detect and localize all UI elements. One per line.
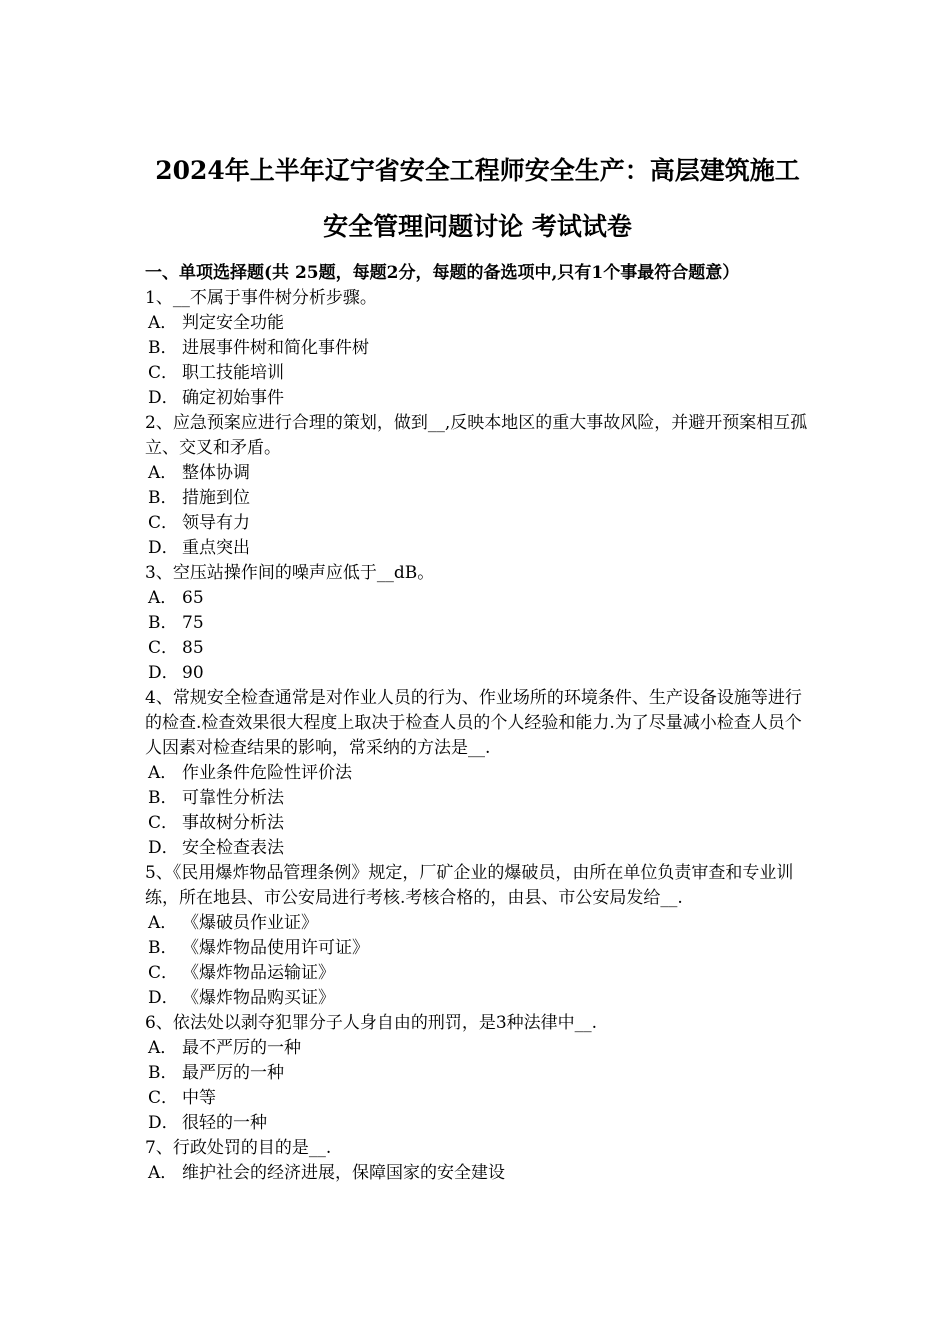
question-item [145, 1011, 810, 1136]
option-letter: D． [148, 838, 179, 858]
option-text: 进展事件树和简化事件树 [182, 338, 369, 358]
answer-option [145, 311, 810, 336]
option-text: 65 [182, 588, 204, 608]
question-item [145, 861, 810, 1011]
answer-option [145, 661, 810, 686]
answer-option [145, 836, 810, 861]
option-text: 最不严厉的一种 [182, 1038, 301, 1058]
option-text: 措施到位 [182, 488, 250, 508]
option-letter: B． [148, 1063, 178, 1083]
option-letter: C． [148, 513, 179, 533]
question-item [145, 561, 810, 686]
question-stem: 7、行政处罚的目的是__. [145, 1138, 332, 1158]
option-text: 很轻的一种 [182, 1113, 267, 1133]
answer-option [145, 586, 810, 611]
option-text: 判定安全功能 [182, 313, 284, 333]
question-list [145, 286, 810, 1186]
answer-option [145, 1161, 810, 1186]
option-letter: B． [148, 338, 178, 358]
answer-option [145, 1111, 810, 1136]
question-stem: 5、《民用爆炸物品管理条例》规定，厂矿企业的爆破员，由所在单位负责审查和专业训练，所在地县、市公安局进行考核.考核合格的，由县、市公安局发给__. [145, 863, 794, 908]
option-letter: C． [148, 1088, 179, 1108]
option-text: 职工技能培训 [182, 363, 284, 383]
answer-option [145, 1086, 810, 1111]
answer-option [145, 386, 810, 411]
answer-option [145, 636, 810, 661]
question-item [145, 411, 810, 561]
question-item [145, 1136, 810, 1186]
option-text: 《爆炸物品运输证》 [182, 963, 335, 983]
option-letter: B． [148, 488, 178, 508]
option-letter: C． [148, 638, 179, 658]
answer-option [145, 811, 810, 836]
question-stem: 2、应急预案应进行合理的策划，做到__,反映本地区的重大事故风险，并避开预案相互孤立、交叉和矛盾。 [145, 413, 808, 458]
option-text: 中等 [182, 1088, 216, 1108]
option-text: 作业条件危险性评价法 [182, 763, 352, 783]
answer-option [145, 511, 810, 536]
option-text: 《爆炸物品使用许可证》 [182, 938, 369, 958]
question-stem: 3、空压站操作间的噪声应低于__dB。 [145, 563, 435, 583]
answer-option [145, 336, 810, 361]
document-title-line-2: 安全管理问题讨论 考试试卷 [323, 212, 632, 241]
option-text: 75 [182, 613, 204, 633]
option-text: 领导有力 [182, 513, 250, 533]
answer-option [145, 611, 810, 636]
option-letter: A． [148, 913, 178, 933]
option-text: 最严厉的一种 [182, 1063, 284, 1083]
option-letter: B． [148, 938, 178, 958]
option-letter: A． [148, 1163, 178, 1183]
answer-option [145, 461, 810, 486]
option-letter: C． [148, 813, 179, 833]
document-page [145, 143, 810, 1186]
option-letter: D． [148, 538, 179, 558]
answer-option [145, 1061, 810, 1086]
question-item [145, 686, 810, 861]
section-heading: 一、单项选择题(共 25题，每题2分，每题的备选项中,只有1个事最符合题意） [145, 263, 740, 283]
option-letter: A． [148, 763, 178, 783]
option-letter: A． [148, 588, 178, 608]
answer-option [145, 361, 810, 386]
question-stem: 1、__不属于事件树分析步骤。 [145, 288, 377, 308]
option-text: 安全检查表法 [182, 838, 284, 858]
option-letter: A． [148, 463, 178, 483]
answer-option [145, 986, 810, 1011]
option-text: 事故树分析法 [182, 813, 284, 833]
answer-option [145, 1036, 810, 1061]
option-letter: B． [148, 613, 178, 633]
option-letter: A． [148, 1038, 178, 1058]
option-text: 可靠性分析法 [182, 788, 284, 808]
option-letter: B． [148, 788, 178, 808]
question-stem: 6、依法处以剥夺犯罪分子人身自由的刑罚，是3种法律中__. [145, 1013, 598, 1033]
option-text: 确定初始事件 [182, 388, 284, 408]
option-text: 整体协调 [182, 463, 250, 483]
option-text: 维护社会的经济进展，保障国家的安全建设 [182, 1163, 505, 1183]
answer-option [145, 786, 810, 811]
option-text: 《爆破员作业证》 [182, 913, 318, 933]
option-text: 《爆炸物品购买证》 [182, 988, 335, 1008]
answer-option [145, 536, 810, 561]
option-letter: D． [148, 388, 179, 408]
answer-option [145, 961, 810, 986]
option-letter: A． [148, 313, 178, 333]
option-letter: C． [148, 963, 179, 983]
document-title-line-1: 2024年上半年辽宁省安全工程师安全生产：高层建筑施工 [155, 156, 800, 185]
option-text: 重点突出 [182, 538, 250, 558]
option-text: 90 [182, 663, 204, 683]
answer-option [145, 486, 810, 511]
answer-option [145, 761, 810, 786]
option-letter: D． [148, 663, 179, 683]
option-text: 85 [182, 638, 204, 658]
question-item [145, 286, 810, 411]
answer-option [145, 911, 810, 936]
option-letter: D． [148, 1113, 179, 1133]
option-letter: C． [148, 363, 179, 383]
question-stem: 4、常规安全检查通常是对作业人员的行为、作业场所的环境条件、生产设备设施等进行的检查.检查效果很大程度上取决于检查人员的个人经验和能力.为了尽量减小检查人员个人因素对检查结果的影响，常采纳的方法是__. [145, 688, 802, 758]
option-letter: D． [148, 988, 179, 1008]
answer-option [145, 936, 810, 961]
